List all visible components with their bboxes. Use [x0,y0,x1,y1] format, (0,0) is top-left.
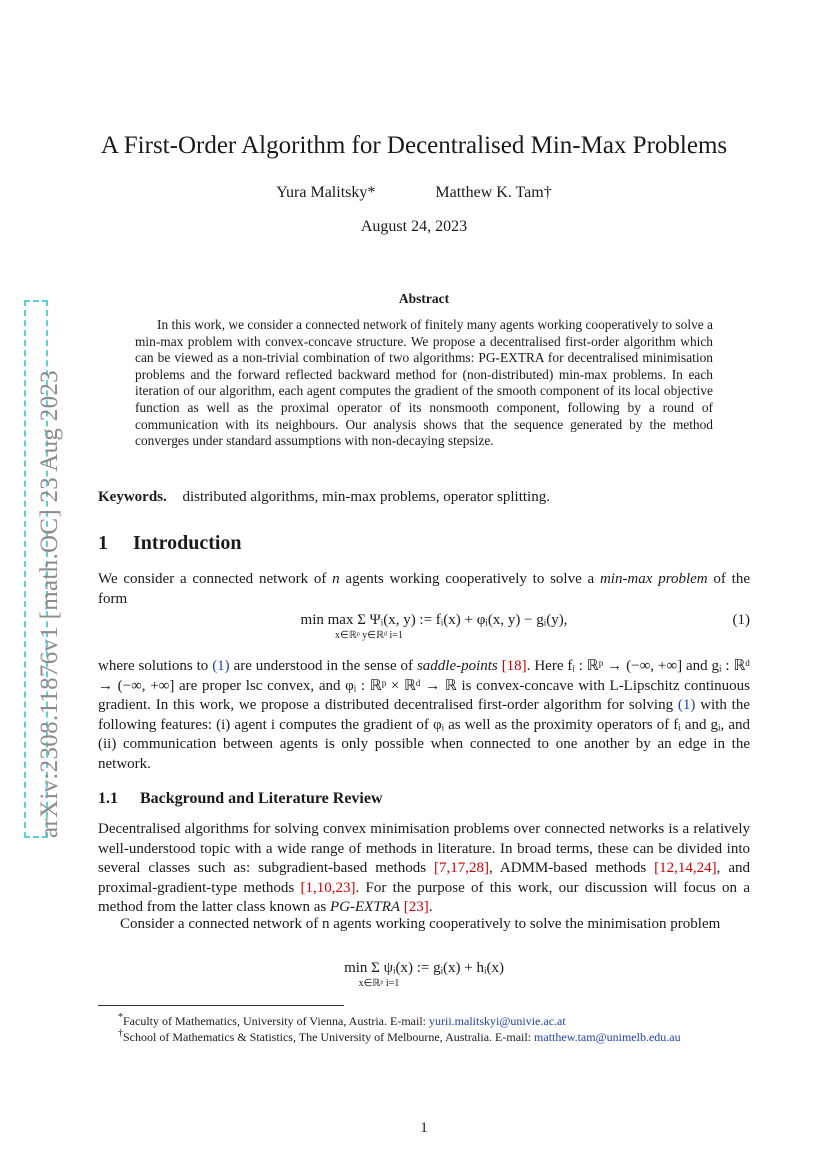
emphasis: saddle-points [416,658,498,674]
keywords-label: Keywords. [98,489,167,505]
author-list [0,184,828,202]
intro-paragraph-1 [98,570,750,609]
text-span: agents working cooperatively to solve a [339,571,600,587]
subsection-heading [98,790,383,808]
text-span: are understood in the sense of [229,658,417,674]
literature-paragraph-1 [98,820,750,918]
literature-paragraph-2: Consider a connected network of n agents working cooperatively to solve the minimisation problem [120,916,721,932]
text-span: . Here fᵢ : ℝᵖ → (−∞, +∞] and gᵢ : ℝᵈ → (−∞, +∞] are proper lsc convex, and φᵢ : ℝᵖ × ℝᵈ → ℝ is convex-concave with L-Lipschitz continuous gradient. In this work, we propose a distributed decentralised first-order algorithm for solving [98,658,750,713]
text-span: Decentralised algorithms for solving convex minimisation problems over connected networks is a relatively well-understood topic with a wide range of methods in literature. In broad terms, these can be divided into several classes such as: subgradient-based methods [98,821,750,876]
intro-paragraph-2 [98,657,750,774]
text-span: Faculty of Mathematics, University of Vienna, Austria. E-mail: [123,1014,429,1028]
footnote-mark: * [118,1012,123,1023]
arxiv-stamp[interactable] [18,300,63,840]
emphasis: min-max problem [599,571,708,587]
equation-2 [98,960,750,989]
equation-1-number: (1) [732,612,750,628]
keywords-line [98,489,758,506]
section-heading [98,532,242,555]
text-span: We consider a connected network of [98,571,333,587]
text-span: . For the purpose of this work, our discussion will focus on a method from the latter class known as [98,879,750,915]
text-span: where solutions to [98,658,213,674]
equation-1-subscripts: x∈ℝᵖ y∈ℝᵈ i=1 [335,630,403,641]
keywords-text: distributed algorithms, min-max problems, operator splitting. [182,489,550,505]
abstract-heading: Abstract [398,291,450,306]
text-span: . [428,899,433,915]
equation-ref-link[interactable]: (1) [677,697,696,713]
citation-link[interactable]: [7,17,28] [434,860,489,876]
paper-date: August 24, 2023 [360,218,468,235]
citation-link[interactable]: [1,10,23] [300,879,356,896]
math-var: n [332,571,340,587]
citation-link[interactable]: [23] [403,899,429,915]
citation-link[interactable]: [12,14,24] [654,860,717,876]
abstract-text: In this work, we consider a connected network of finitely many agents working cooperatively to solve a min-max problem with convex-concave structure. We propose a decentralised first-order algorithm which can be viewed as a non-trivial combination of two algorithms: PG-EXTRA for decentralised minimisation problems and the forward reflected backward method for (non-distributed) min-max problems. In each iteration of our algorithm, each agent computes the gradient of the smooth component of its local objective function as well as the proximal operator of its nonsmooth component, following by a round of communication with its neighbours. Our analysis shows that the sequence generated by the method converges under standard assumptions with non-decaying stepsize. [135,317,713,449]
text-span: with the following features: (i) agent i computes the gradient of φᵢ as well as the proximity operators of fᵢ and gᵢ, and (ii) communication between agents is only possible when connected to one another by an edge in the network. [98,697,751,772]
subsection-number: 1.1 [98,790,118,807]
email-link[interactable]: matthew.tam@unimelb.edu.au [534,1030,681,1044]
equation-ref-link[interactable]: (1) [212,658,230,674]
text-span: , and proximal-gradient-type methods [98,860,750,896]
email-link[interactable]: yurii.malitskyi@univie.ac.at [429,1014,566,1028]
page-number: 1 [420,1120,428,1136]
author-1: Yura Malitsky* [276,184,376,201]
equation-2-subscripts: x∈ℝᵖ i=1 [358,978,400,989]
text-span: School of Mathematics & Statistics, The University of Melbourne, Australia. E-mail: [123,1030,535,1044]
footnote-mark: † [118,1028,123,1039]
footnote-divider [98,1005,344,1006]
emphasis: PG-EXTRA [330,899,401,915]
text-span: , ADMM-based methods [489,860,655,876]
citation-link[interactable]: [18] [501,658,527,674]
section-number: 1 [98,532,108,554]
paper-title: A First-Order Algorithm for Decentralised Min-Max Problems [100,132,728,159]
equation-1 [98,612,750,641]
text-span: of the form [98,571,750,607]
section-title: Introduction [133,532,242,554]
author-2: Matthew K. Tam† [435,184,552,201]
footnote-2 [98,1026,750,1045]
arxiv-id[interactable]: arXiv:2308.11876v1 [math.OC] 23 Aug 2023 [36,370,63,838]
equation-1-body: min max Σ Ψᵢ(x, y) := fᵢ(x) + φᵢ(x, y) − gᵢ(y), [300,612,568,628]
subsection-title: Background and Literature Review [140,790,383,807]
equation-2-body: min Σ ψᵢ(x) := gᵢ(x) + hᵢ(x) [344,960,504,976]
